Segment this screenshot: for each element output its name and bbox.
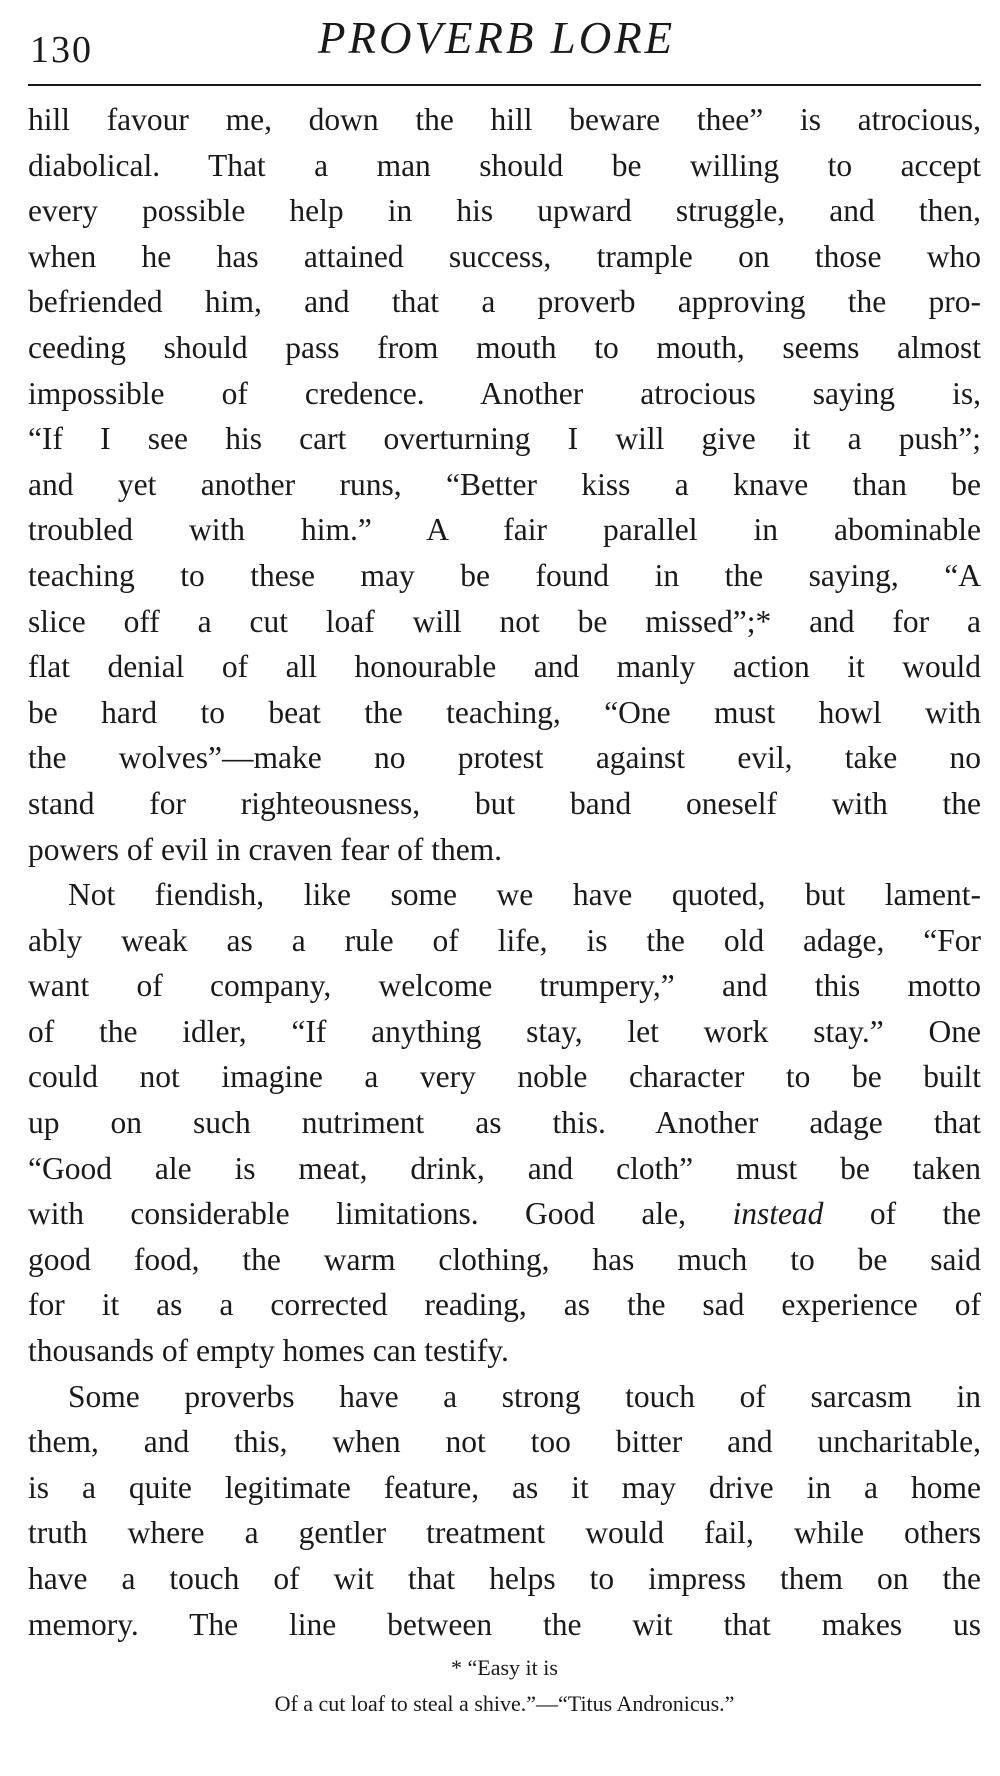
text-line: good food, the warm clothing, has much to be said bbox=[28, 1241, 981, 1277]
text-line: could not imagine a very noble character to be built bbox=[28, 1059, 981, 1095]
text-line: teaching to these may be found in the saying, “A bbox=[28, 557, 981, 593]
text-line: flat denial of all honourable and manly action it would bbox=[28, 649, 981, 685]
text-line: Some proverbs have a strong touch of sarcasm in bbox=[68, 1378, 981, 1414]
footnote-line: Of a cut loaf to steal a shive.”—“Titus Andronicus.” bbox=[274, 1691, 735, 1716]
text-segment: of the bbox=[823, 1196, 981, 1232]
text-line: memory. The line between the wit that makes us bbox=[28, 1606, 981, 1642]
text-line: diabolical. That a man should be willing to accept bbox=[28, 147, 981, 183]
text-segment: with considerable limitations. Good ale, bbox=[28, 1196, 733, 1232]
text-line: for it as a corrected reading, as the sad experience of bbox=[28, 1287, 981, 1323]
text-line: the wolves”—make no protest against evil, take no bbox=[28, 740, 981, 776]
text-line: ceeding should pass from mouth to mouth, seems almost bbox=[28, 329, 981, 365]
text-line: thousands of empty homes can testify. bbox=[28, 1333, 509, 1369]
italic-emphasis: instead bbox=[732, 1196, 824, 1232]
footnote-line: * “Easy it is bbox=[451, 1655, 558, 1680]
text-line: ably weak as a rule of life, is the old adage, “For bbox=[28, 922, 981, 958]
text-line: when he has attained success, trample on those who bbox=[28, 238, 981, 274]
text-line: them, and this, when not too bitter and uncharitable, bbox=[28, 1424, 981, 1460]
text-line: every possible help in his upward struggle, and then, bbox=[28, 193, 981, 229]
header-rule bbox=[28, 84, 981, 86]
page-number: 130 bbox=[30, 29, 93, 71]
text-line: want of company, welcome trumpery,” and this motto bbox=[28, 968, 981, 1004]
text-line: have a touch of wit that helps to impress them on the bbox=[28, 1561, 981, 1596]
text-line: Not fiendish, like some we have quoted, but lament- bbox=[68, 877, 981, 913]
text-line: up on such nutriment as this. Another adage that bbox=[28, 1105, 981, 1141]
text-line: impossible of credence. Another atrocious saying is, bbox=[28, 375, 981, 411]
text-line: “If I see his cart overturning I will give it a push”; bbox=[28, 421, 981, 457]
text-line: is a quite legitimate feature, as it may drive in a home bbox=[28, 1469, 981, 1505]
footnote bbox=[28, 1650, 981, 1722]
text-line: “Good ale is meat, drink, and cloth” must be taken bbox=[28, 1150, 981, 1186]
paragraph-2 bbox=[28, 872, 981, 1374]
text-line: powers of evil in craven fear of them. bbox=[28, 831, 503, 867]
text-line: befriended him, and that a proverb approving the pro- bbox=[28, 284, 981, 320]
text-line-mixed bbox=[28, 1191, 981, 1237]
text-line: of the idler, “If anything stay, let work stay.” One bbox=[28, 1013, 981, 1049]
text-line: truth where a gentler treatment would fail, while others bbox=[28, 1515, 981, 1551]
running-head bbox=[28, 8, 981, 74]
body-text bbox=[28, 97, 981, 1647]
running-title: PROVERB LORE bbox=[318, 13, 676, 63]
text-line: troubled with him.” A fair parallel in abominable bbox=[28, 512, 981, 548]
paragraph-3 bbox=[28, 1374, 981, 1648]
text-line: stand for righteousness, but band oneself with the bbox=[28, 785, 981, 821]
text-line: hill favour me, down the hill beware thee” is atrocious, bbox=[28, 102, 981, 137]
text-line: be hard to beat the teaching, “One must howl with bbox=[28, 694, 981, 730]
paragraph-1 bbox=[28, 97, 981, 872]
book-page bbox=[28, 0, 981, 1776]
text-line: and yet another runs, “Better kiss a knave than be bbox=[28, 466, 981, 502]
text-line: slice off a cut loaf will not be missed”;* and for a bbox=[28, 603, 981, 639]
